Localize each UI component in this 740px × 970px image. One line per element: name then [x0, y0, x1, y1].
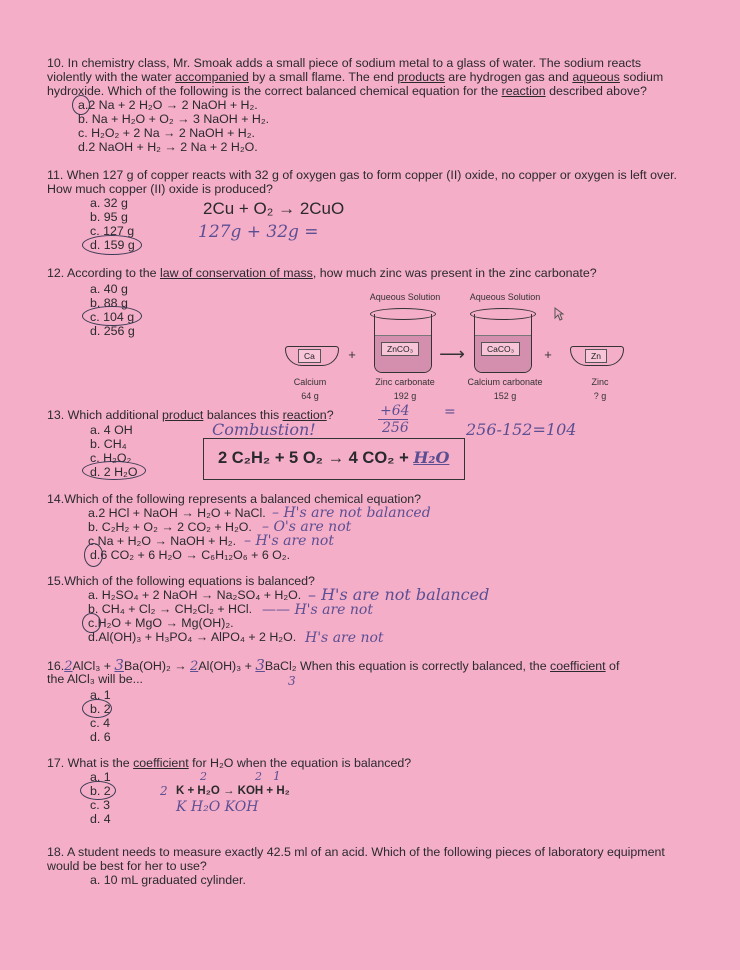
option-text: 2 Na + 2 H₂O → 2 NaOH + H₂.: [88, 98, 258, 112]
text: by a small flame. The end: [248, 70, 398, 84]
beaker-label: CaCO₃: [481, 342, 520, 356]
calcium-mass: 64 g: [301, 391, 319, 401]
option-letter: d.: [90, 548, 101, 562]
keyword: aqueous: [572, 70, 620, 84]
q13-option-d: d. 2 H₂O: [90, 465, 138, 479]
q15-option-d: [88, 630, 296, 644]
text: BaCl₂ When this equation is correctly balanced, the: [264, 659, 551, 673]
option-text: Na + H₂O → NaOH + H₂.: [97, 534, 237, 548]
text: Al(OH)₃ +: [198, 659, 256, 673]
option-letter: b.: [78, 112, 89, 126]
option-letter: c.: [78, 126, 88, 140]
zinc-mass: ? g: [593, 391, 607, 401]
q11-option-a: a. 32 g: [90, 196, 128, 210]
q15-note: – H's are not balanced: [308, 585, 490, 604]
q17-hw-coef: 2: [200, 770, 207, 783]
q11-option-c: c. 127 g: [90, 224, 135, 238]
text: 16.: [47, 659, 65, 673]
text: for H₂O when the equation is balanced?: [188, 756, 412, 770]
q18-line1: 18. A student needs to measure exactly 42.5 ml of an acid. Which of the following pieces of laboratory equipment: [47, 845, 665, 859]
text: sodium: [619, 70, 664, 84]
answer-circle: [82, 306, 142, 326]
q10-option-c: [78, 126, 255, 140]
answer-circle: [82, 235, 142, 255]
text: are hydrogen gas and: [444, 70, 573, 84]
q14-option-b: [88, 520, 252, 534]
q13-option-b: b. CH₄: [90, 437, 127, 451]
text: described above?: [545, 84, 647, 98]
option-text: C₂H₂ + O₂ → 2 CO₂ + H₂O.: [101, 520, 252, 534]
plus-sign: +: [348, 347, 356, 362]
aqueous-label-1: Aqueous Solution: [369, 292, 441, 302]
q15-note: H's are not: [305, 630, 384, 646]
option-letter: d.: [88, 630, 99, 644]
q15-question: 15.Which of the following equations is balanced?: [47, 574, 315, 588]
blank-answer: 3: [255, 656, 265, 674]
cursor-arrow-icon: [554, 307, 564, 321]
q16-option-b: b. 2: [90, 702, 111, 716]
q12-hw-add: +64: [380, 403, 410, 419]
q13-option-a: a. 4 OH: [90, 423, 133, 437]
q16-option-c: c. 4: [90, 716, 110, 730]
option-letter: c.: [88, 534, 98, 548]
dish-label: Ca: [298, 349, 321, 363]
q12-hw-calc: 256-152=104: [466, 420, 577, 439]
aqueous-label-2: Aqueous Solution: [469, 292, 541, 302]
text: hydroxide. Which of the following is the correct balanced chemical equation for the: [47, 84, 502, 98]
q12-question: [47, 266, 597, 280]
q11-equation: 2Cu + O₂ → 2CuO: [203, 199, 345, 218]
q16-option-d: d. 6: [90, 730, 111, 744]
q12-option-b: b. 88 g: [90, 296, 128, 310]
option-letter: d.: [78, 140, 89, 154]
zinc-carbonate-name: Zinc carbonate: [375, 377, 435, 387]
q14-note: – O's are not: [262, 519, 352, 535]
q11-line2: How much copper (II) oxide is produced?: [47, 182, 273, 196]
text: violently with the water: [47, 70, 176, 84]
q14-option-d: [90, 548, 290, 562]
text: , how much zinc was present in the zinc carbonate?: [312, 266, 597, 280]
q13-equation-box: [203, 438, 465, 480]
keyword: coefficient: [133, 756, 189, 770]
q12-option-d: d. 256 g: [90, 324, 135, 338]
text: AlCl₃ +: [72, 659, 115, 673]
q14-option-c: [88, 534, 236, 548]
q17-equation: K + H₂O → KOH + H₂: [176, 785, 290, 797]
q12-option-a: a. 40 g: [90, 282, 128, 296]
answer-circle: [84, 543, 103, 567]
blank-answer: 3: [114, 656, 124, 674]
plus-sign: +: [544, 347, 552, 362]
option-letter: b.: [88, 520, 99, 534]
zinc-dish: [570, 346, 624, 366]
q10-option-b: [78, 112, 269, 126]
q11-line1: 11. When 127 g of copper reacts with 32 g of oxygen gas to form copper (II) oxide, no copper or oxygen is left over.: [47, 168, 677, 182]
q12-option-c: c. 104 g: [90, 310, 135, 324]
option-letter: c.: [88, 616, 98, 630]
option-text: H₂O₂ + 2 Na → 2 NaOH + H₂.: [91, 126, 255, 140]
q17-option-b: b. 2: [90, 784, 111, 798]
keyword: law of conservation of mass: [159, 266, 313, 280]
option-text: Al(OH)₃ + H₃PO₄ → AlPO₄ + 2 H₂O.: [98, 630, 297, 644]
keyword: reaction: [282, 408, 327, 422]
q18-option-a: a. 10 mL graduated cylinder.: [90, 873, 246, 887]
keyword: product: [162, 408, 204, 422]
option-text: 6 CO₂ + 6 H₂O → C₆H₁₂O₆ + 6 O₂.: [100, 548, 291, 562]
calcium-name: Calcium: [293, 377, 327, 387]
q17-option-c: c. 3: [90, 798, 110, 812]
option-letter: a.: [88, 506, 99, 520]
keyword: reaction: [501, 84, 546, 98]
option-text: 2 HCl + NaOH → H₂O + NaCl.: [98, 506, 266, 520]
q13-equation: [218, 448, 449, 468]
text: of: [605, 659, 620, 673]
q15-note: —— H's are not: [262, 602, 373, 618]
q11-handwriting: 127g + 32g =: [198, 222, 319, 242]
q17-option-a: a. 1: [90, 770, 111, 784]
option-text: H₂O + MgO → Mg(OH)₂.: [97, 616, 234, 630]
keyword: coefficient: [550, 659, 606, 673]
q17-hw-coef: 1: [273, 769, 281, 783]
zinc-carbonate-mass: 192 g: [393, 391, 417, 401]
text: 12. According to the: [47, 266, 160, 280]
option-text: 2 NaOH + H₂ → 2 Na + 2 H₂O.: [88, 140, 258, 154]
option-letter: a.: [78, 98, 89, 112]
q14-option-a: [88, 506, 266, 520]
q11-option-b: b. 95 g: [90, 210, 128, 224]
q10-line3: [47, 84, 647, 98]
dish-label: Zn: [585, 349, 607, 363]
option-letter: a.: [88, 588, 99, 602]
option-text: H₂SO₄ + 2 NaOH → Na₂SO₄ + H₂O.: [101, 588, 302, 602]
q10-line1: 10. In chemistry class, Mr. Smoak adds a small piece of sodium metal to a glass of water. The sodium reacts: [47, 56, 642, 70]
q12-hw-eq: =: [444, 404, 456, 420]
q10-option-a: [78, 98, 258, 112]
q16-hw-note: 3: [288, 674, 296, 688]
calcium-carbonate-mass: 152 g: [493, 391, 517, 401]
reaction-arrow: ⟶: [439, 344, 465, 364]
q15-option-c: [88, 616, 234, 630]
q17-question: [47, 756, 411, 770]
q15-option-a: [88, 588, 301, 602]
q15-option-b: [88, 602, 252, 616]
text: 17. What is the: [47, 756, 134, 770]
q17-hw-under: K H₂O KOH: [176, 799, 259, 815]
zinc-carbonate-beaker: [374, 314, 432, 373]
text: 13. Which additional: [47, 408, 163, 422]
option-text: Na + H₂O + O₂ → 3 NaOH + H₂.: [91, 112, 270, 126]
option-letter: b.: [88, 602, 99, 616]
equation-text: 2 C₂H₂ + 5 O₂ → 4 CO₂ +: [218, 449, 414, 467]
answer-circle: [82, 461, 146, 480]
q17-option-d: d. 4: [90, 812, 111, 826]
q16-line2: the AlCl₃ will be...: [47, 672, 143, 686]
blank-answer: 2: [64, 659, 73, 674]
q10-line2: [47, 70, 663, 84]
q10-option-d: [78, 140, 258, 154]
q16-option-a: a. 1: [90, 688, 111, 702]
q14-note: – H's are not balanced: [272, 505, 431, 521]
beaker-label: ZnCO₃: [381, 342, 419, 356]
calcium-carbonate-beaker: [474, 314, 532, 373]
zinc-name: Zinc: [591, 377, 609, 387]
text: Ba(OH)₂ →: [123, 659, 191, 673]
keyword: products: [397, 70, 445, 84]
option-text: CH₄ + Cl₂ → CH₂Cl₂ + HCl.: [101, 602, 253, 616]
text: balances this: [203, 408, 283, 422]
q13-option-c: c. H₂O₂: [90, 451, 132, 465]
q14-question: 14.Which of the following represents a balanced chemical equation?: [47, 492, 422, 506]
calcium-dish: [285, 346, 339, 366]
blank-answer: 2: [190, 659, 199, 674]
q17-hw-coef: 2: [255, 770, 262, 783]
q18-line2: would be best for her to use?: [47, 859, 207, 873]
q13-handwriting: Combustion!: [212, 420, 316, 439]
q17-hw-coef: 2: [160, 784, 168, 798]
q12-hw-sum: 256: [382, 420, 409, 436]
calcium-carbonate-name: Calcium carbonate: [467, 377, 543, 387]
keyword: accompanied: [175, 70, 249, 84]
handwritten-answer: H₂O: [413, 448, 450, 467]
text: ?: [326, 408, 334, 422]
q11-option-d: d. 159 g: [90, 238, 135, 252]
q14-note: – H's are not: [244, 533, 334, 549]
